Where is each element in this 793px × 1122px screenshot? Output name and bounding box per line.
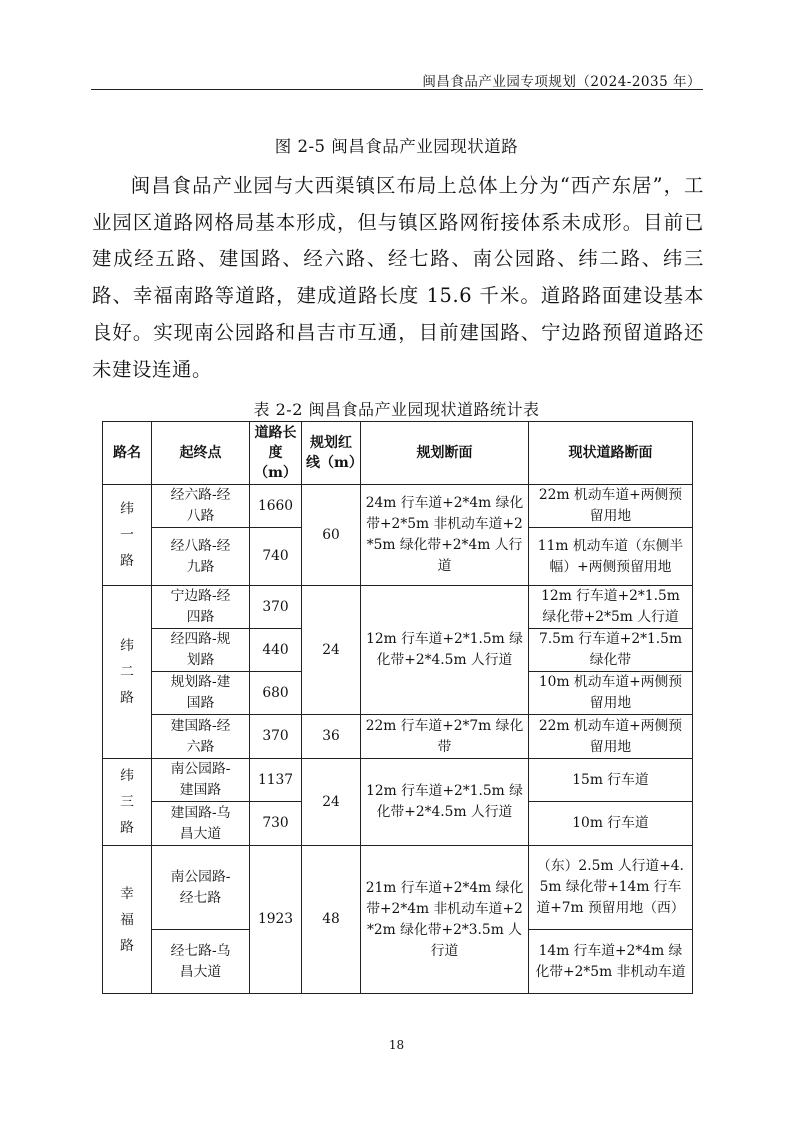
figure-caption: 图 2-5 闽昌食品产业园现状道路 <box>274 137 519 156</box>
red-line-cell: 24 <box>302 586 361 715</box>
road-name-cell: 纬一路 <box>103 485 152 586</box>
header-planned-section: 规划断面 <box>361 422 529 485</box>
planned-section-cell: 12m 行车道+2*1.5m 绿化带+2*4.5m 人行道 <box>361 759 529 846</box>
start-end-cell: 规划路-建国路 <box>152 672 250 715</box>
header-length: 道路长度（m） <box>250 422 302 485</box>
planned-section-cell: 12m 行车道+2*1.5m 绿化带+2*4.5m 人行道 <box>361 586 529 715</box>
start-end-cell: 建国路-经六路 <box>152 715 250 759</box>
length-cell: 370 <box>250 715 302 759</box>
start-end-cell: 经六路-经八路 <box>152 485 250 528</box>
road-name-cell: 纬三路 <box>103 759 152 846</box>
start-end-cell: 建国路-乌昌大道 <box>152 802 250 846</box>
current-section-cell: （东）2.5m 人行道+4.5m 绿化带+14m 行车道+7m 预留用地（西） <box>529 846 693 930</box>
start-end-cell: 南公园路-经七路 <box>152 846 250 930</box>
table-row <box>103 586 693 629</box>
table-row <box>103 759 693 802</box>
header-road-name: 路名 <box>103 422 152 485</box>
length-cell: 1923 <box>250 846 302 994</box>
start-end-cell: 南公园路-建国路 <box>152 759 250 802</box>
current-section-cell: 10m 机动车道+两侧预留用地 <box>529 672 693 715</box>
red-line-cell: 60 <box>302 485 361 586</box>
header-red-line: 规划红线（m） <box>302 422 361 485</box>
header-rule <box>91 89 703 90</box>
length-cell: 1137 <box>250 759 302 802</box>
length-cell: 1660 <box>250 485 302 528</box>
current-section-cell: 22m 机动车道+两侧预留用地 <box>529 485 693 528</box>
current-section-cell: 10m 行车道 <box>529 802 693 846</box>
table-row <box>103 715 693 759</box>
table-row <box>103 846 693 930</box>
road-statistics-table <box>102 421 693 994</box>
planned-section-cell: 22m 行车道+2*7m 绿化带 <box>361 715 529 759</box>
length-cell: 440 <box>250 629 302 672</box>
start-end-cell: 经八路-经九路 <box>152 528 250 586</box>
length-cell: 740 <box>250 528 302 586</box>
length-cell: 370 <box>250 586 302 629</box>
start-end-cell: 经七路-乌昌大道 <box>152 930 250 994</box>
red-line-cell: 36 <box>302 715 361 759</box>
length-cell: 680 <box>250 672 302 715</box>
running-header: 闽昌食品产业园专项规划（2024-2035 年） <box>422 74 701 90</box>
red-line-cell: 24 <box>302 759 361 846</box>
current-section-cell: 15m 行车道 <box>529 759 693 802</box>
current-section-cell: 14m 行车道+2*4m 绿化带+2*5m 非机动车道 <box>529 930 693 994</box>
length-cell: 730 <box>250 802 302 846</box>
current-section-cell: 7.5m 行车道+2*1.5m 绿化带 <box>529 629 693 672</box>
start-end-cell: 经四路-规划路 <box>152 629 250 672</box>
current-section-cell: 11m 机动车道（东侧半幅）+两侧预留用地 <box>529 528 693 586</box>
table-caption: 表 2-2 闽昌食品产业园现状道路统计表 <box>253 400 540 419</box>
start-end-cell: 宁边路-经四路 <box>152 586 250 629</box>
header-start-end: 起终点 <box>152 422 250 485</box>
red-line-cell: 48 <box>302 846 361 994</box>
planned-section-cell: 24m 行车道+2*4m 绿化带+2*5m 非机动车道+2*5m 绿化带+2*4m 人行道 <box>361 485 529 586</box>
road-name-cell: 纬二路 <box>103 586 152 759</box>
table-row <box>103 485 693 528</box>
header-current-section: 现状道路断面 <box>529 422 693 485</box>
road-name-cell: 幸福路 <box>103 846 152 994</box>
current-section-cell: 22m 机动车道+两侧预留用地 <box>529 715 693 759</box>
current-section-cell: 12m 行车道+2*1.5m 绿化带+2*5m 人行道 <box>529 586 693 629</box>
body-paragraph: 闽昌食品产业园与大西渠镇区布局上总体上分为“西产东居”，工业园区道路网格局基本形成，但与镇区路网衔接体系未成形。目前已建成经五路、建国路、经六路、经七路、南公园路、纬二路、纬三路、幸福南路等道路，建成道路长度 15.6 千米。道路路面建设基本良好。实现南公园路和昌吉市互通，目前建国路、宁边路预留道路还未建设连通。 <box>92 174 704 381</box>
page-number: 18 <box>388 1038 405 1052</box>
planned-section-cell: 21m 行车道+2*4m 绿化带+2*4m 非机动车道+2*2m 绿化带+2*3.5m 人行道 <box>361 846 529 994</box>
table-header-row <box>103 422 693 485</box>
